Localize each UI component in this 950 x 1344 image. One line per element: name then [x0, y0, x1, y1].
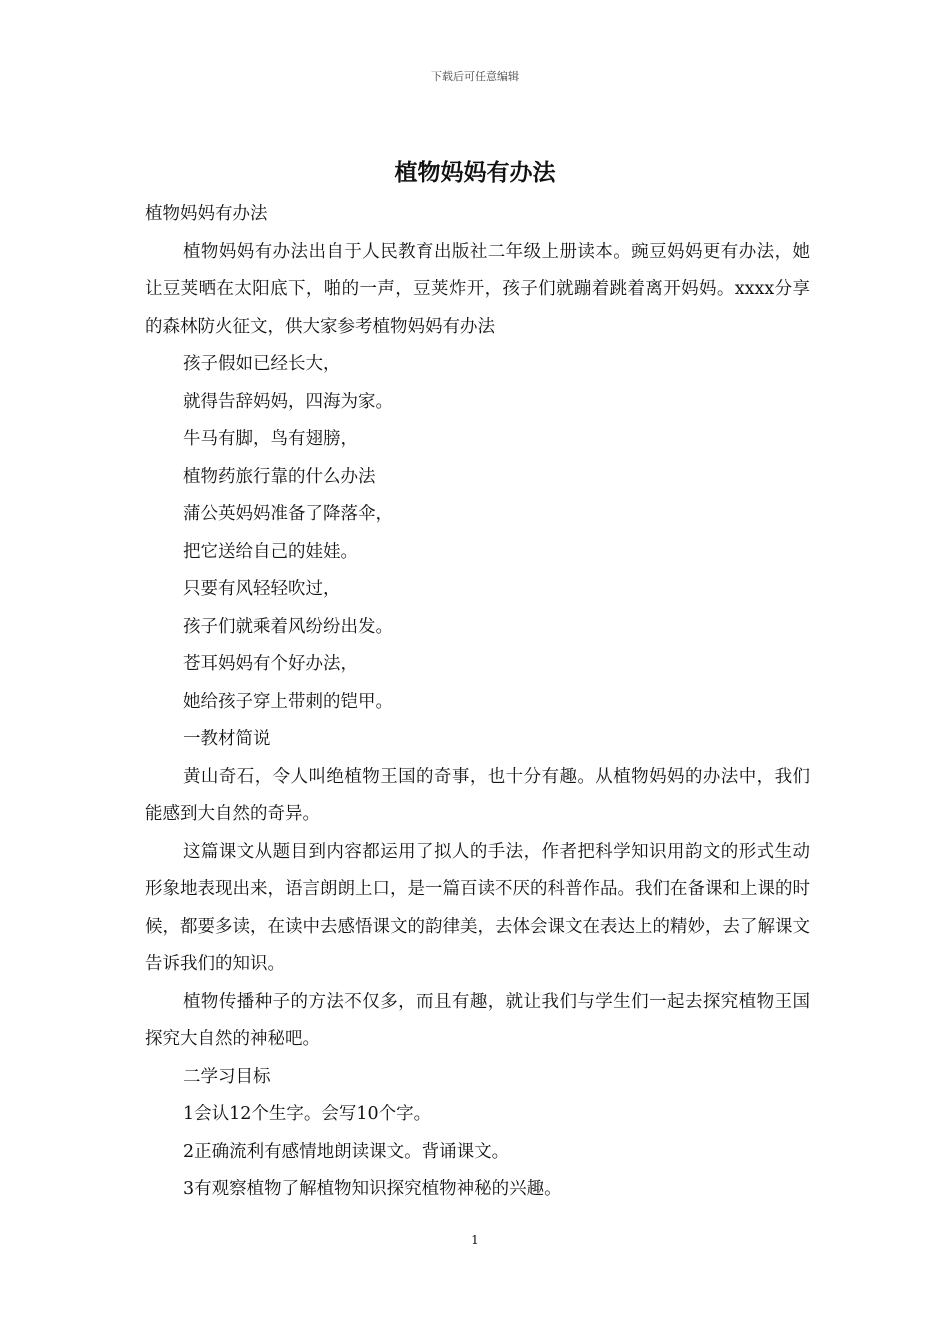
intro-paragraph: 植物妈妈有办法出自于人民教育出版社二年级上册读本。豌豆妈妈更有办法，她让豆荚晒在太阳底下，啪的一声，豆荚炸开，孩子们就蹦着跳着离开妈妈。xxxx分享的森林防火征文，供大家参考植物妈妈有办法 — [145, 241, 810, 337]
header-note: 下载后可任意编辑 — [431, 70, 519, 83]
poem-line: 她给孩子穿上带刺的铠甲。 — [183, 691, 393, 712]
goal-item: 2正确流利有感情地朗读课文。背诵课文。 — [183, 1141, 510, 1162]
poem-line: 孩子假如已经长大， — [183, 354, 341, 374]
document-title: 植物妈妈有办法 — [394, 159, 556, 186]
goal-item: 3有观察植物了解植物知识探究植物神秘的兴趣。 — [183, 1179, 562, 1199]
body-paragraph: 这篇课文从题目到内容都运用了拟人的手法，作者把科学知识用韵文的形式生动形象地表现出来，语言朗朗上口，是一篇百读不厌的科普作品。我们在备课和上课的时候，都要多读，在读中去感悟课文的韵律美，去体会课文在表达上的精妙，去了解课文告诉我们的知识。 — [145, 841, 810, 974]
page-number: 1 — [471, 1233, 479, 1247]
poem-line: 植物药旅行靠的什么办法 — [183, 466, 376, 487]
section-heading: 一教材简说 — [183, 729, 271, 749]
body-paragraph: 植物传播种子的方法不仅多，而且有趣，就让我们与学生们一起去探究植物王国探究大自然的神秘吧。 — [145, 991, 810, 1049]
poem-line: 牛马有脚，鸟有翅膀， — [183, 429, 358, 449]
poem-line: 就得告辞妈妈，四海为家。 — [183, 391, 393, 412]
poem-line: 苍耳妈妈有个好办法， — [183, 654, 358, 674]
poem-line: 蒲公英妈妈准备了降落伞， — [183, 504, 393, 524]
poem-line: 孩子们就乘着风纷纷出发。 — [183, 616, 393, 637]
document-body — [145, 196, 810, 1209]
goal-item: 1会认12个生字。会写10个字。 — [183, 1104, 432, 1124]
body-paragraph: 黄山奇石，令人叫绝植物王国的奇事，也十分有趣。从植物妈妈的办法中，我们能感到大自然的奇异。 — [145, 766, 810, 824]
subtitle-line: 植物妈妈有办法 — [145, 204, 268, 224]
section-heading: 二学习目标 — [183, 1066, 271, 1087]
poem-line: 把它送给自己的娃娃。 — [183, 541, 358, 562]
poem-line: 只要有风轻轻吹过， — [183, 579, 341, 599]
